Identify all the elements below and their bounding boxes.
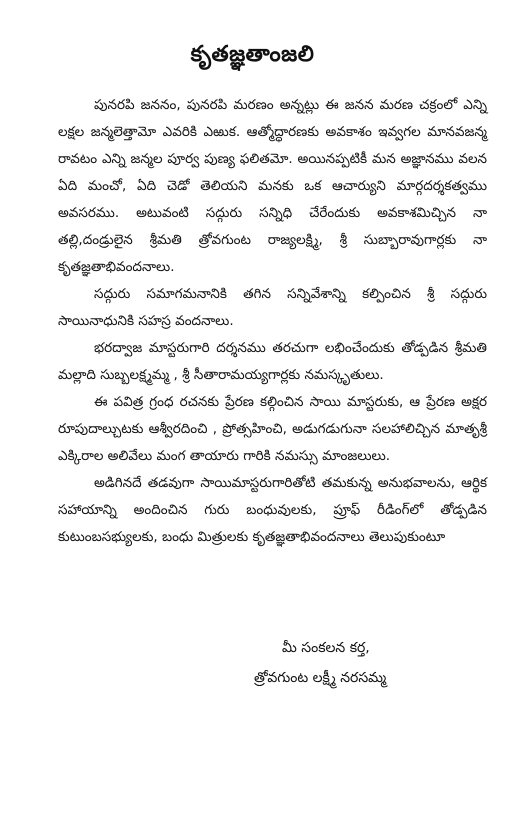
- paragraph-5: అడిగినదే తడవుగా సాయిమాస్టరుగారితోటి తమకున్న అనుభవాలను, ఆర్థిక సహాయాన్ని అందించిన గురు బంధువులకు, ప్రూఫ్ రీడింగ్‌లో తోడ్పడిన కుటుంబసభ్యులకు, బంధు మిత్రులకు కృతజ్ఞతాభివందనాలు తెలుపుకుంటూ: [58, 475, 487, 545]
- paragraph-3: భరద్వాజ మాస్టరుగారి దర్శనము తరచుగా లభించేందుకు తోడ్పడిన శ్రీమతి మల్లాది సుబ్బలక్ష్మమ్మ , శ్రీ సీతారామయ్యగార్లకు నమస్కృతులు.: [58, 340, 487, 383]
- paragraph-4: ఈ పవిత్ర గ్రంధ రచనకు ప్రేరణ కల్గించిన సాయి మాస్టరుకు, ఆ ప్రేరణ అక్షర రూపుదాల్చుటకు ఆశ్వీరదించి , ప్రోత్సహించి, అడుగడుగునా సలహాలిచ్చిన మాతృశ్రీ ఎక్కిరాల అలివేలు మంగ తాయారు గారికి నమస్సు మాంజలులు.: [58, 394, 487, 464]
- page-title: కృతజ్ఞతాంజలి: [190, 42, 315, 67]
- signature-line-2: త్రోవగుంట లక్ష్మీ నరసమ్మ: [254, 670, 387, 686]
- signature-line-1: మీ సంకలన కర్త,: [282, 640, 370, 656]
- document-body: [58, 92, 487, 551]
- paragraph-2: సద్గురు సమాగమనానికి తగిన సన్నివేశాన్ని కల్పించిన శ్రీ సద్గురు సాయినాధునికి సహస్ర వందనాలు.: [58, 286, 487, 329]
- paragraph-1: పునరపి జననం, పునరపి మరణం అన్నట్లు ఈ జనన మరణ చక్రంలో ఎన్ని లక్షల జన్మలెత్తామో ఎవరికి ఎఱుక. ఆత్మోద్ధారణకు అవకాశం ఇవ్వగల మానవజన్మ రావటం ఎన్ని జన్మల పూర్వ పుణ్య ఫలితమో. అయినప్పటికీ మన అజ్ఞానము వలన ఏది మంచో, ఏది చెడో తెలియని మనకు ఒక ఆచార్యుని మార్గదర్శకత్వము అవసరము. అటువంటి సద్గురు సన్నిధి చేరేందుకు అవకాశమిచ్చిన నా తల్లి,దండ్రులైన శ్రీమతి త్రోవగుంట రాజ్యలక్ష్మి, శ్రీ సుబ్బారావుగార్లకు నా కృతజ్ఞతాభివందనాలు.: [58, 97, 487, 275]
